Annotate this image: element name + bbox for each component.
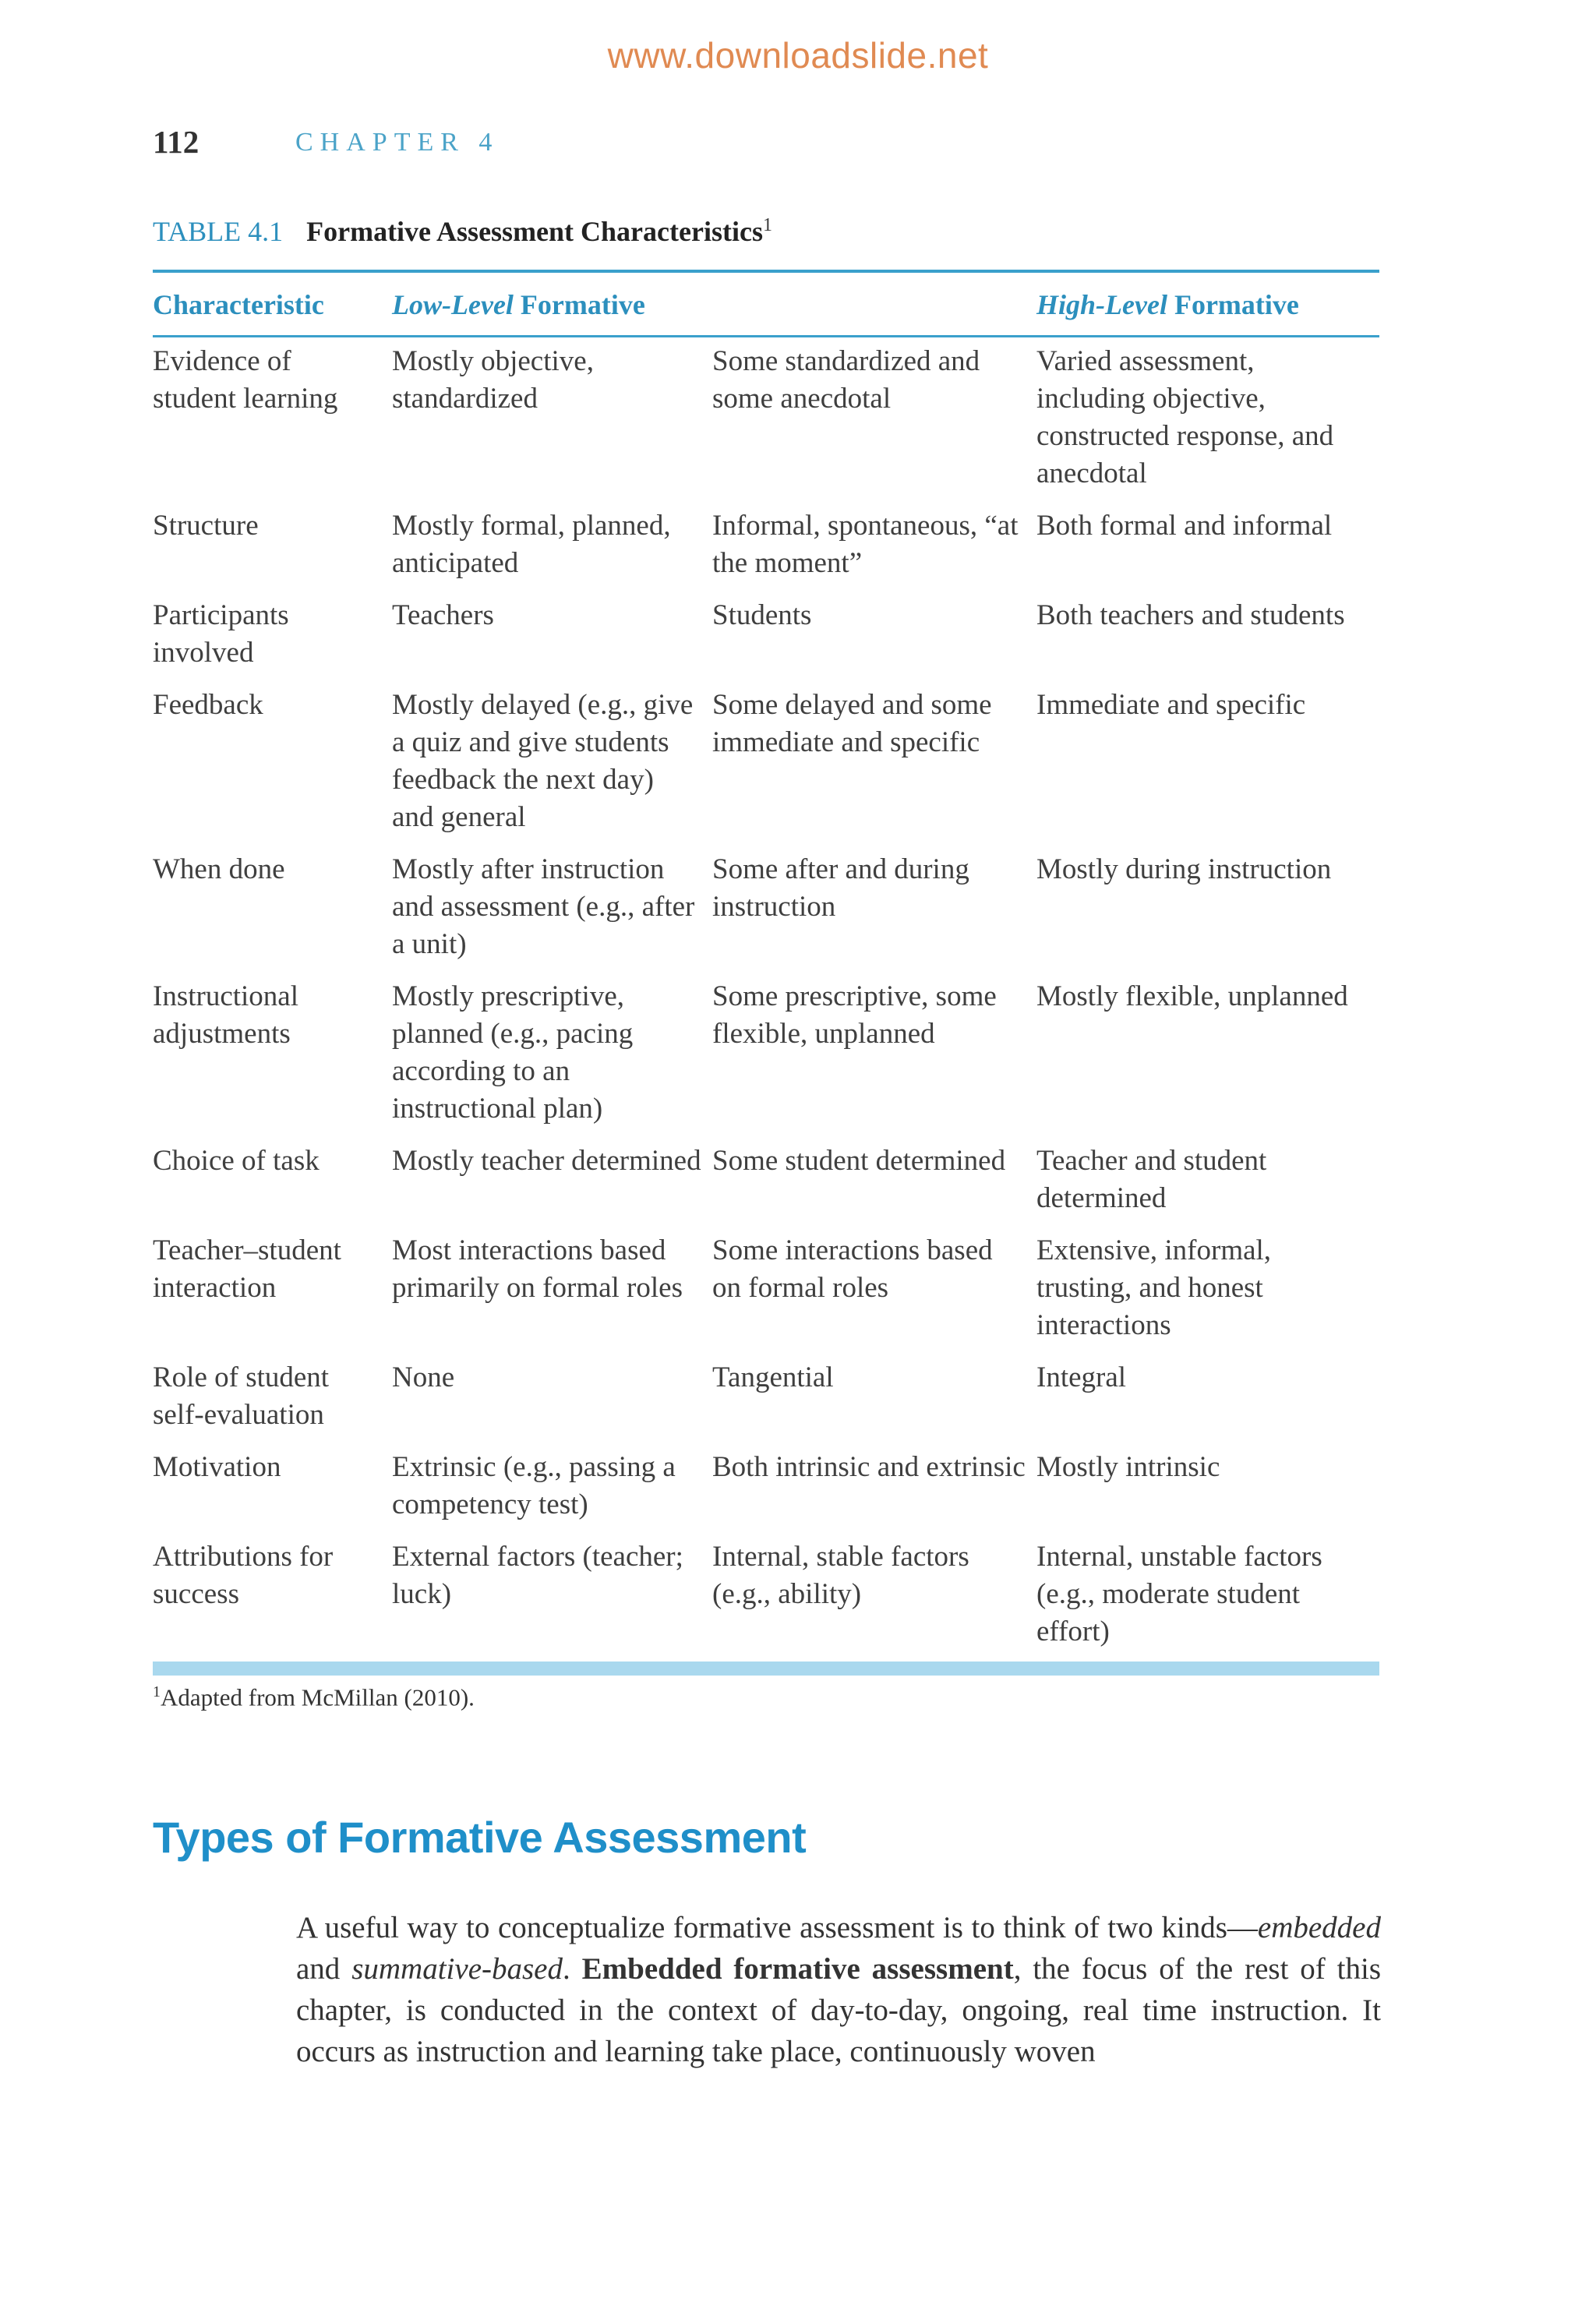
table-bottom-rule [153,1662,1379,1676]
header-high-level-italic: High-Level [1036,289,1167,320]
cell-characteristic: Role of student self-evaluation [153,1361,330,1431]
table-row [153,1128,1379,1217]
header-characteristic: Characteristic [153,289,324,320]
table-row [153,493,1379,582]
chapter-label: CHAPTER 4 [295,128,500,157]
cell-low-level: External factors (teacher; luck) [392,1541,683,1610]
cell-characteristic: Feedback [153,689,263,721]
cell-middle: Internal, stable factors (e.g., ability) [712,1541,969,1610]
cell-middle: Some prescriptive, some flexible, unplanned [712,980,997,1050]
watermark[interactable]: www.downloadslide.net [607,35,989,76]
paragraph-part: and [296,1952,352,1986]
table-row [153,1217,1379,1344]
body-paragraph [296,1907,1381,2072]
cell-high-level: Immediate and specific [1036,689,1306,721]
cell-low-level: Mostly after instruction and assessment (e.g., after a unit) [392,853,695,960]
page-number: 112 [153,124,200,160]
header-high-level [1036,288,1299,321]
cell-middle: Informal, spontaneous, “at the moment” [712,510,1019,579]
cell-low-level: Mostly delayed (e.g., give a quiz and give students feedback the next day) and general [392,689,694,833]
cell-high-level: Both formal and informal [1036,510,1333,542]
header-high-level-rest: Formative [1167,289,1299,320]
cell-middle: Some delayed and some immediate and specific [712,689,992,758]
cell-characteristic: Participants involved [153,599,289,669]
cell-characteristic: Attributions for success [153,1541,334,1610]
table-row [153,1344,1379,1434]
table-row [153,337,1379,493]
cell-high-level: Varied assessment, including objective, constructed response, and anecdotal [1036,345,1334,489]
table-row [153,836,1379,963]
cell-middle: Some after and during instruction [712,853,969,923]
table-row [153,1524,1379,1651]
paragraph-part: A useful way to conceptualize formative assessment is to think of two kinds— [296,1911,1258,1944]
cell-characteristic: Motivation [153,1451,281,1483]
cell-low-level: Mostly formal, planned, anticipated [392,510,671,579]
cell-high-level: Integral [1036,1361,1127,1393]
table-footnote [153,1683,475,1711]
cell-characteristic: Evidence of student learning [153,345,338,415]
cell-low-level: Teachers [392,599,494,631]
header-low-level-italic: Low-Level [392,289,514,320]
table-row [153,963,1379,1128]
table-label: TABLE 4.1 [153,216,284,247]
table-title: Formative Assessment Characteristics [306,216,763,247]
cell-middle: Some interactions based on formal roles [712,1234,993,1304]
table-row [153,582,1379,672]
table-caption [153,215,772,248]
table-title-footnote-mark: 1 [762,215,772,235]
cell-middle: Some student determined [712,1145,1006,1177]
cell-high-level: Mostly intrinsic [1036,1451,1220,1483]
cell-high-level: Extensive, informal, trusting, and honest interactions [1036,1234,1272,1341]
cell-high-level: Mostly flexible, unplanned [1036,980,1348,1012]
section-heading: Types of Formative Assessment [153,1813,807,1862]
header-low-level-rest: Formative [513,289,645,320]
cell-high-level: Both teachers and students [1036,599,1345,631]
cell-high-level: Mostly during instruction [1036,853,1332,885]
paragraph-emphasis-summative: summative-based [351,1952,563,1986]
table-row [153,672,1379,836]
cell-characteristic: Structure [153,510,259,542]
cell-middle: Some standardized and some anecdotal [712,345,980,415]
cell-low-level: Mostly teacher determined [392,1145,701,1177]
table-header-row [153,273,1379,337]
cell-characteristic: When done [153,853,285,885]
footnote-text: Adapted from McMillan (2010). [161,1683,475,1711]
cell-high-level: Teacher and student determined [1036,1145,1267,1214]
cell-characteristic: Instructional adjustments [153,980,299,1050]
paragraph-part: . [562,1952,582,1986]
cell-middle: Tangential [712,1361,834,1393]
cell-characteristic: Teacher–student interaction [153,1234,341,1304]
paragraph-emphasis-embedded: embedded [1257,1911,1381,1944]
table-body [153,337,1379,1651]
cell-low-level: Mostly objective, standardized [392,345,594,415]
cell-low-level: Mostly prescriptive, planned (e.g., pacing according to an instructional plan) [392,980,634,1125]
footnote-mark: 1 [153,1683,161,1700]
cell-low-level: None [392,1361,455,1393]
paragraph-term: Embedded formative assessment [581,1952,1014,1986]
cell-high-level: Internal, unstable factors (e.g., moderate student effort) [1036,1541,1322,1647]
cell-characteristic: Choice of task [153,1145,320,1177]
paragraph-part: , the focus of the rest of this chapter, is conducted in the context of day-to-day, ongoing, real time instruction. It occurs as instruction and learning take place, continuously woven [296,1952,1382,2068]
cell-middle: Students [712,599,812,631]
cell-low-level: Extrinsic (e.g., passing a competency test) [392,1451,676,1520]
header-low-level [392,288,645,321]
table-row [153,1434,1379,1524]
cell-middle: Both intrinsic and extrinsic [712,1451,1026,1483]
characteristics-table [153,270,1379,1676]
cell-low-level: Most interactions based primarily on formal roles [392,1234,683,1304]
